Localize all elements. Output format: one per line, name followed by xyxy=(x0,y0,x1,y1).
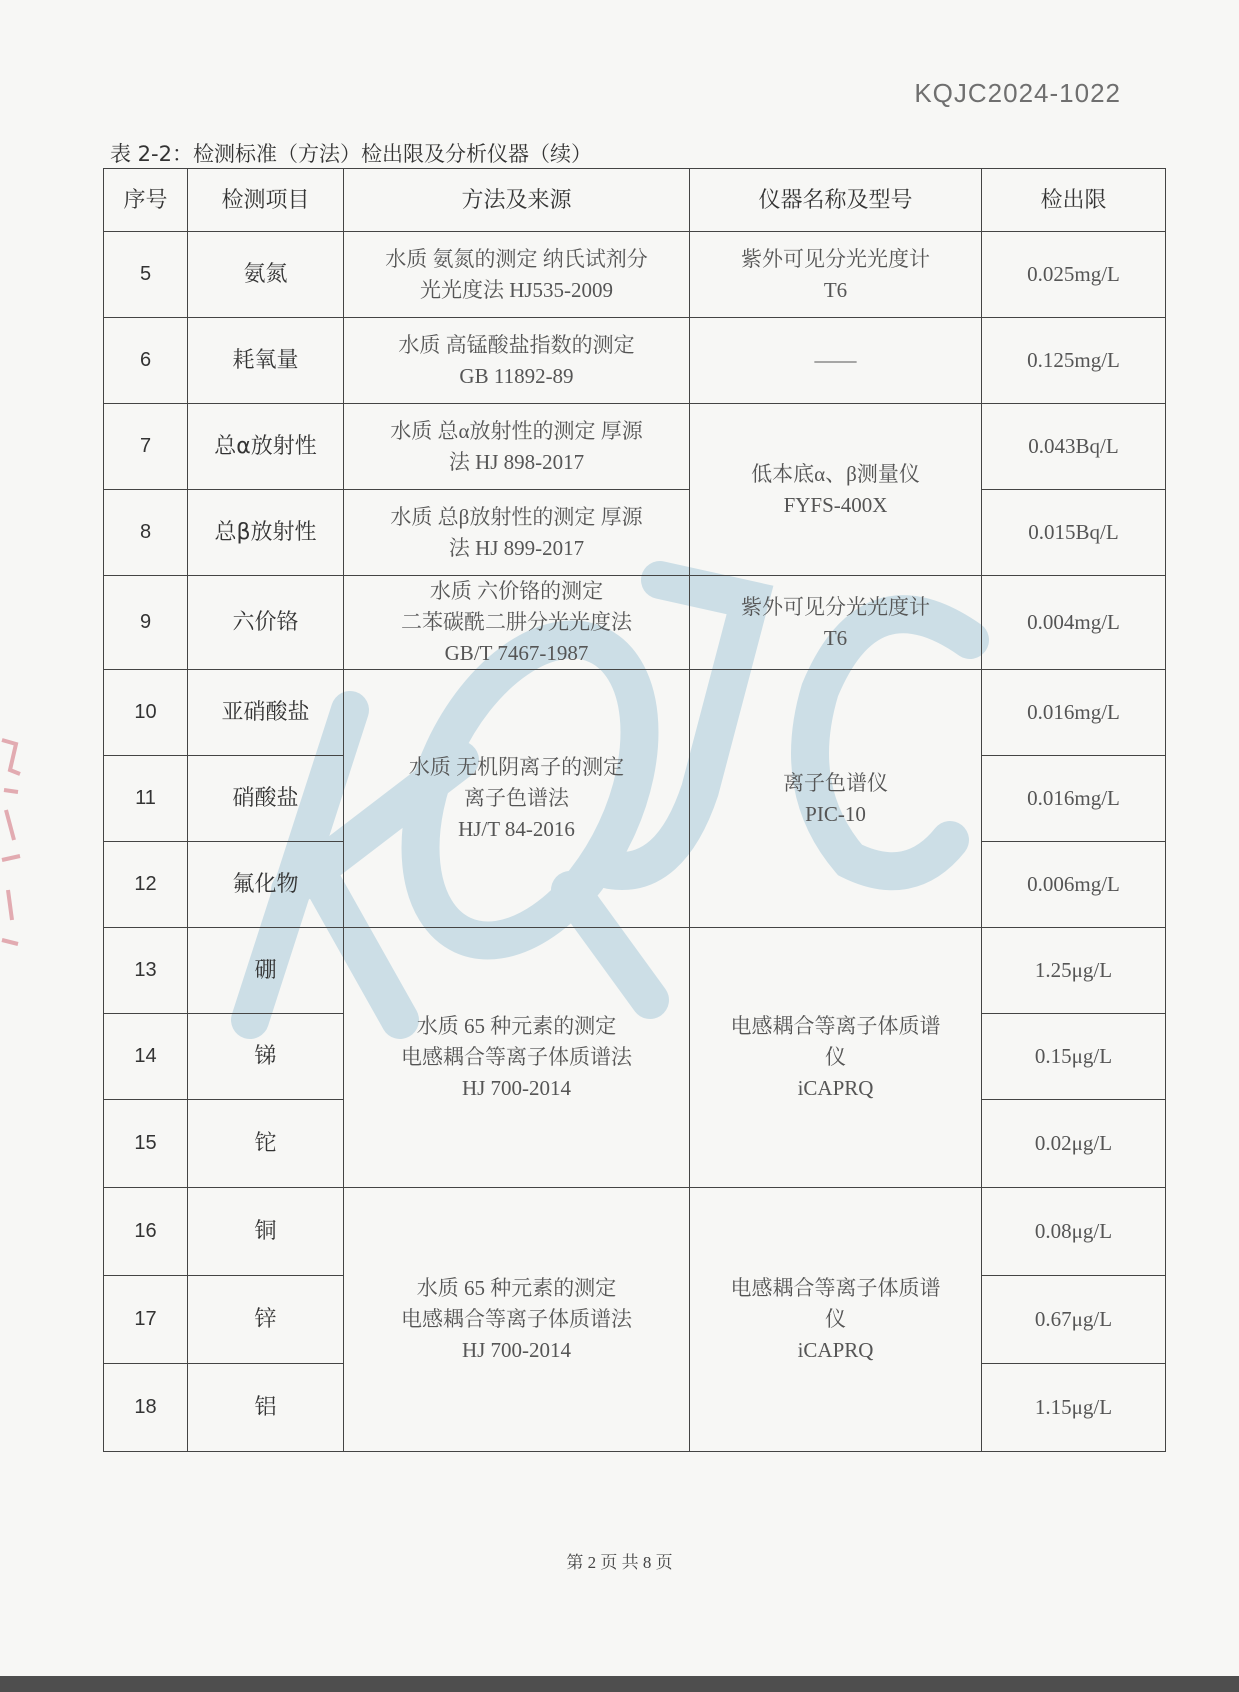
detection-limit: 0.016mg/L xyxy=(982,670,1166,756)
serial-no: 14 xyxy=(104,1014,188,1100)
instrument: 离子色谱仪 PIC-10 xyxy=(690,670,982,928)
method-source: 水质 总α放射性的测定 厚源 法 HJ 898-2017 xyxy=(344,404,690,490)
instrument: 紫外可见分光光度计 T6 xyxy=(690,232,982,318)
test-item: 耗氧量 xyxy=(188,318,344,404)
test-item: 氟化物 xyxy=(188,842,344,928)
serial-no: 9 xyxy=(104,576,188,670)
serial-no: 16 xyxy=(104,1188,188,1276)
detection-limit: 1.25μg/L xyxy=(982,928,1166,1014)
detection-limit: 0.016mg/L xyxy=(982,756,1166,842)
page-number: 第 2 页 共 8 页 xyxy=(566,1553,673,1572)
test-item: 铝 xyxy=(188,1364,344,1452)
test-item: 锑 xyxy=(188,1014,344,1100)
method-source: 水质 无机阴离子的测定 离子色谱法 HJ/T 84-2016 xyxy=(344,670,690,928)
table-row xyxy=(104,232,1166,318)
detection-limit: 0.15μg/L xyxy=(982,1014,1166,1100)
instrument: 低本底α、β测量仪 FYFS-400X xyxy=(690,404,982,576)
test-item: 亚硝酸盐 xyxy=(188,670,344,756)
table-row xyxy=(104,670,1166,756)
detection-standards-table xyxy=(103,168,1166,1452)
detection-limit: 0.025mg/L xyxy=(982,232,1166,318)
table-row xyxy=(104,928,1166,1014)
detection-limit: 0.006mg/L xyxy=(982,842,1166,928)
test-item: 硝酸盐 xyxy=(188,756,344,842)
method-source: 水质 氨氮的测定 纳氏试剂分 光光度法 HJ535-2009 xyxy=(344,232,690,318)
detection-limit: 0.015Bq/L xyxy=(982,490,1166,576)
serial-no: 17 xyxy=(104,1276,188,1364)
red-stamp-fragment xyxy=(0,730,26,980)
test-item: 氨氮 xyxy=(188,232,344,318)
detection-limit: 0.67μg/L xyxy=(982,1276,1166,1364)
detection-limit: 0.125mg/L xyxy=(982,318,1166,404)
detection-limit: 0.02μg/L xyxy=(982,1100,1166,1188)
serial-no: 10 xyxy=(104,670,188,756)
table-header-row xyxy=(104,169,1166,232)
detection-limit: 1.15μg/L xyxy=(982,1364,1166,1452)
method-source: 水质 总β放射性的测定 厚源 法 HJ 899-2017 xyxy=(344,490,690,576)
instrument: 电感耦合等离子体质谱 仪 iCAPRQ xyxy=(690,928,982,1188)
instrument: 紫外可见分光光度计 T6 xyxy=(690,576,982,670)
test-item: 六价铬 xyxy=(188,576,344,670)
serial-no: 18 xyxy=(104,1364,188,1452)
header-serial-no: 序号 xyxy=(104,169,188,232)
instrument: 电感耦合等离子体质谱 仪 iCAPRQ xyxy=(690,1188,982,1452)
header-method-source: 方法及来源 xyxy=(344,169,690,232)
serial-no: 7 xyxy=(104,404,188,490)
method-source: 水质 六价铬的测定 二苯碳酰二肼分光光度法 GB/T 7467-1987 xyxy=(344,576,690,670)
instrument: —— xyxy=(690,318,982,404)
method-source: 水质 高锰酸盐指数的测定 GB 11892-89 xyxy=(344,318,690,404)
serial-no: 5 xyxy=(104,232,188,318)
table-row xyxy=(104,318,1166,404)
document-code: KQJC2024-1022 xyxy=(914,78,1121,108)
detection-limit: 0.043Bq/L xyxy=(982,404,1166,490)
method-source: 水质 65 种元素的测定 电感耦合等离子体质谱法 HJ 700-2014 xyxy=(344,928,690,1188)
table-caption: 表 2-2：检测标准（方法）检出限及分析仪器（续） xyxy=(110,142,592,166)
serial-no: 15 xyxy=(104,1100,188,1188)
test-item: 锌 xyxy=(188,1276,344,1364)
header-detection-limit: 检出限 xyxy=(982,169,1166,232)
serial-no: 12 xyxy=(104,842,188,928)
test-item: 总β放射性 xyxy=(188,490,344,576)
test-item: 硼 xyxy=(188,928,344,1014)
table-row xyxy=(104,490,1166,576)
header-instrument: 仪器名称及型号 xyxy=(690,169,982,232)
detection-limit: 0.08μg/L xyxy=(982,1188,1166,1276)
serial-no: 11 xyxy=(104,756,188,842)
table-row xyxy=(104,1188,1166,1276)
serial-no: 6 xyxy=(104,318,188,404)
test-item: 铜 xyxy=(188,1188,344,1276)
test-item: 总α放射性 xyxy=(188,404,344,490)
method-source: 水质 65 种元素的测定 电感耦合等离子体质谱法 HJ 700-2014 xyxy=(344,1188,690,1452)
test-item: 铊 xyxy=(188,1100,344,1188)
scan-bottom-edge xyxy=(0,1676,1239,1692)
serial-no: 13 xyxy=(104,928,188,1014)
table-row xyxy=(104,404,1166,490)
table-row xyxy=(104,576,1166,670)
serial-no: 8 xyxy=(104,490,188,576)
detection-limit: 0.004mg/L xyxy=(982,576,1166,670)
header-test-item: 检测项目 xyxy=(188,169,344,232)
